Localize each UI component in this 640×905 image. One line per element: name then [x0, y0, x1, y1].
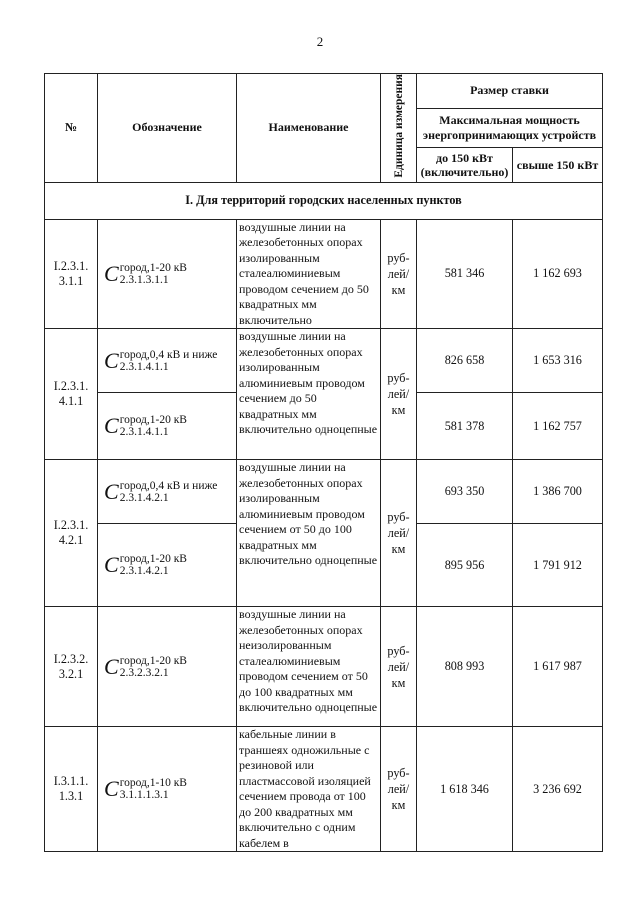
item-description: воздушные линии на железобетонных опорах неизолированным сталеалюминиевым проводом сечением от 50 до 100 квадратных мм включительно одноцепные	[237, 607, 381, 727]
header-name: Наименование	[237, 74, 381, 183]
header-unit: Единица измерения	[392, 74, 405, 178]
page-number: 2	[316, 34, 324, 49]
value-over-150: 1 162 757	[513, 393, 603, 460]
value-upto-150: 826 658	[417, 329, 513, 393]
row-number: I.2.3.1. 4.2.1	[45, 460, 98, 607]
unit: руб- лей/ км	[381, 460, 417, 607]
value-upto-150: 1 618 346	[417, 727, 513, 852]
rates-table	[44, 73, 603, 852]
row-number: I.2.3.1. 3.1.1	[45, 219, 98, 329]
header-upto-150: до 150 кВт (включительно)	[417, 147, 513, 182]
designation: C город,1-20 кВ 2.3.1.4.1.1	[98, 393, 237, 460]
row-number: I.3.1.1. 1.3.1	[45, 727, 98, 852]
value-upto-150: 808 993	[417, 607, 513, 727]
value-upto-150: 693 350	[417, 460, 513, 524]
designation: C город,1-20 кВ 2.3.2.3.2.1	[98, 607, 237, 727]
value-upto-150: 581 378	[417, 393, 513, 460]
unit: руб- лей/ км	[381, 727, 417, 852]
item-description: воздушные линии на железобетонных опорах изолированным сталеалюминиевым проводом сечением до 50 квадратных мм включительно	[237, 219, 381, 329]
header-rate-size: Размер ставки	[417, 74, 603, 109]
item-description: кабельные линии в траншеях одножильные с резиновой или пластмассовой изоляцией сечением провода от 100 до 200 квадратных мм включительно с одним кабелем в	[237, 727, 381, 852]
designation: C город,1-20 кВ 2.3.1.4.2.1	[98, 524, 237, 607]
item-description: воздушные линии на железобетонных опорах изолированным алюминиевым проводом сечением до 50 квадратных мм включительно одноцепные	[237, 329, 381, 460]
designation: C город,0,4 кВ и ниже 2.3.1.4.2.1	[98, 460, 237, 524]
value-upto-150: 581 346	[417, 219, 513, 329]
header-designation: Обозначение	[98, 74, 237, 183]
section-title: I. Для территорий городских населенных пунктов	[45, 182, 603, 219]
row-number: I.2.3.1. 4.1.1	[45, 329, 98, 460]
value-over-150: 3 236 692	[513, 727, 603, 852]
unit: руб- лей/ км	[381, 329, 417, 460]
unit: руб- лей/ км	[381, 607, 417, 727]
value-over-150: 1 617 987	[513, 607, 603, 727]
unit: руб- лей/ км	[381, 219, 417, 329]
designation: C город,1-20 кВ 2.3.1.3.1.1	[98, 219, 237, 329]
item-description: воздушные линии на железобетонных опорах изолированным алюминиевым проводом сечением от 50 до 100 квадратных мм включительно одноцепные	[237, 460, 381, 607]
value-over-150: 1 162 693	[513, 219, 603, 329]
value-upto-150: 895 956	[417, 524, 513, 607]
header-over-150: свыше 150 кВт	[513, 147, 603, 182]
value-over-150: 1 653 316	[513, 329, 603, 393]
designation: C город,1-10 кВ 3.1.1.1.3.1	[98, 727, 237, 852]
value-over-150: 1 386 700	[513, 460, 603, 524]
designation: C город,0,4 кВ и ниже 2.3.1.4.1.1	[98, 329, 237, 393]
header-max-power: Максимальная мощность энергопринимающих устройств	[417, 108, 603, 147]
row-number: I.2.3.2. 3.2.1	[45, 607, 98, 727]
value-over-150: 1 791 912	[513, 524, 603, 607]
header-num: №	[45, 74, 98, 183]
